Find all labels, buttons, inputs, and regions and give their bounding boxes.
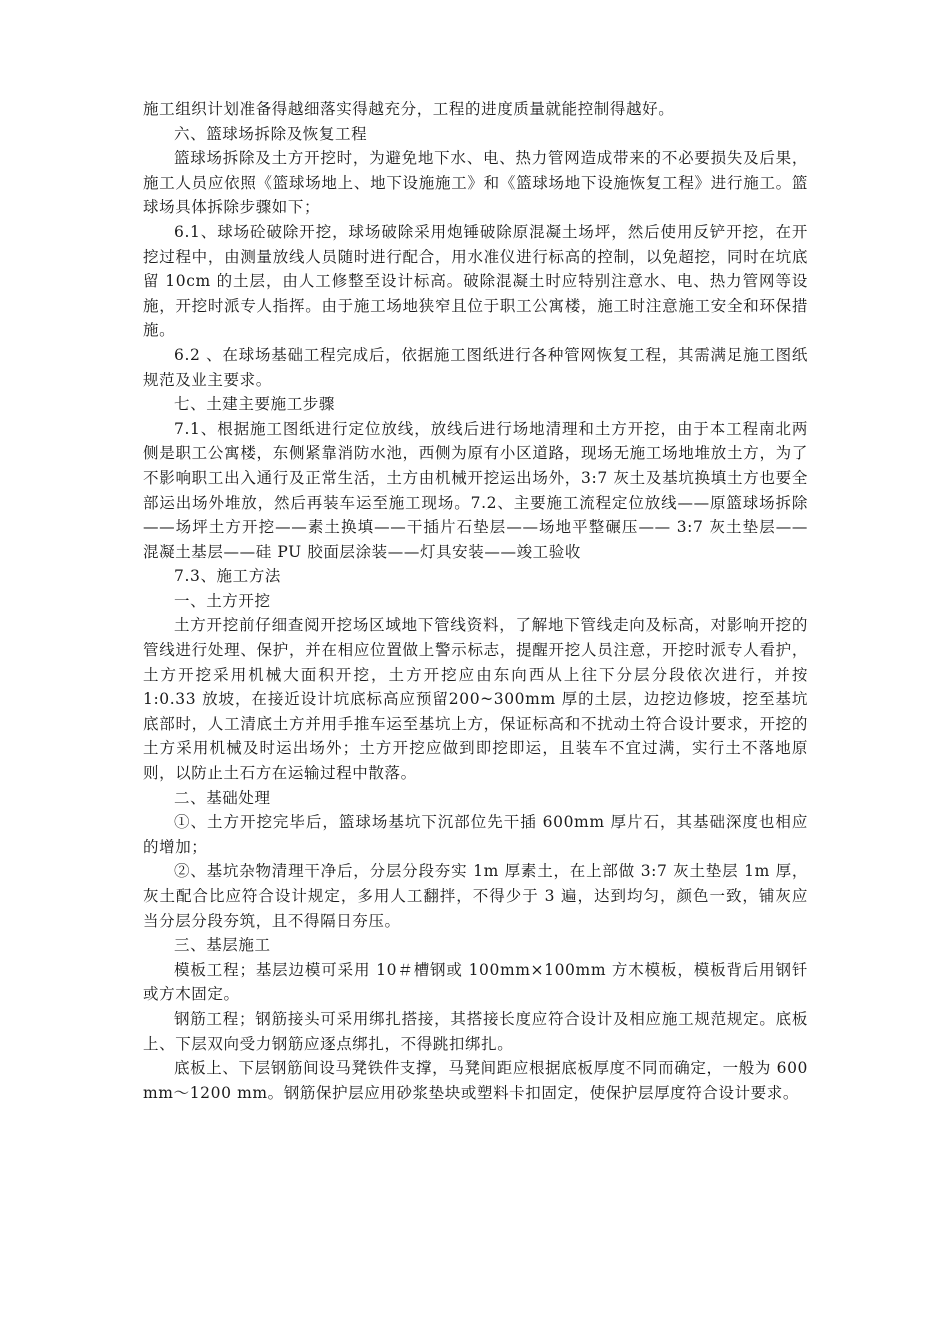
subheading-foundation: 二、基础处理 xyxy=(174,788,271,807)
paragraph-foundation-1: ①、土方开挖完毕后，篮球场基坑下沉部位先干插 600mm 厚片石，其基础深度也相应的增加； xyxy=(143,813,808,856)
document-body xyxy=(143,97,808,1105)
subheading-earthwork: 一、土方开挖 xyxy=(174,591,271,610)
paragraph-6-2: 6.2 、在球场基础工程完成后，依据施工图纸进行各种管网恢复工程，其需满足施工图纸规范及业主要求。 xyxy=(143,345,808,389)
section-heading-6: 六、篮球场拆除及恢复工程 xyxy=(174,124,368,143)
paragraph-earthwork: 土方开挖前仔细查阅开挖场区域地下管线资料，了解地下管线走向及标高，对影响开挖的管线进行处理、保护，并在相应位置做上警示标志，提醒开挖人员注意，开挖时派专人看护，土方开挖采用机械大面积开挖，土方开挖应由东向西从上往下分层分段依次进行，并按 1:0.33 放坡，在接近设计坑底标高应预留200~300mm 厚的土层，边挖边修坡，挖至基坑底部时，人工清底土方并用手推车运至基坑上方，保证标高和不扰动土符合设计要求，开挖的土方采用机械及时运出场外；土方开挖应做到即挖即运，且装车不宜过满，实行土不落地原则，以防止土石方在运输过程中散落。 xyxy=(143,616,808,783)
paragraph-7-1: 7.1、根据施工图纸进行定位放线，放线后进行场地清理和土方开挖，由于本工程南北两侧是职工公寓楼，东侧紧靠消防水池，西侧为原有小区道路，现场无施工场地堆放土方，为了不影响职工出入通行及正常生活，土方由机械开挖运出场外，3:7 灰土及基坑换填土方也要全部运出场外堆放，然后再装车运至施工现场。7.2、主要施工流程定位放线——原篮球场拆除——场坪土方开挖——素土换填——干插片石垫层——场地平整碾压—— 3:7 灰土垫层——混凝土基层——硅 PU 胶面层涂装——灯具安装——竣工验收 xyxy=(143,419,808,561)
paragraph-demolition-overview: 篮球场拆除及土方开挖时，为避免地下水、电、热力管网造成带来的不必要损失及后果，施工人员应依照《篮球场地上、地下设施施工》和《篮球场地下设施恢复工程》进行施工。篮球场具体拆除步骤如下； xyxy=(143,149,808,217)
paragraph-rebar-support: 底板上、下层钢筋间设马凳铁件支撑，马凳间距应根据底板厚度不同而确定，一般为 600 mm～1200 mm。钢筋保护层应用砂浆垫块或塑料卡扣固定，使保护层厚度符合设计要求。 xyxy=(143,1059,808,1102)
paragraph-formwork: 模板工程；基层边模可采用 10＃槽钢或 100mm×100mm 方木模板，模板背后用钢钎或方木固定。 xyxy=(143,960,808,1004)
subheading-7-3: 7.3、施工方法 xyxy=(174,567,281,586)
paragraph-foundation-2: ②、基坑杂物清理干净后，分层分段夯实 1m 厚素土，在上部做 3:7 灰土垫层 1m 厚，灰土配合比应符合设计规定，多用人工翻拌，不得少于 3 遍，达到均匀，颜色一致，铺灰应当分层分段夯筑，且不得隔日夯压。 xyxy=(143,862,808,930)
paragraph-rebar: 钢筋工程；钢筋接头可采用绑扎搭接，其搭接长度应符合设计及相应施工规范规定。底板上、下层双向受力钢筋应逐点绑扎，不得跳扣绑扎。 xyxy=(143,1009,808,1053)
paragraph-intro-continuation: 施工组织计划准备得越细落实得越充分，工程的进度质量就能控制得越好。 xyxy=(143,100,675,118)
paragraph-6-1: 6.1、球场砼破除开挖，球场破除采用炮锤破除原混凝土场坪，然后使用反铲开挖，在开挖过程中，由测量放线人员随时进行配合，用水准仪进行标高的控制，以免超挖，同时在坑底留 10cm 的土层，由人工修整至设计标高。破除混凝土时应特别注意水、电、热力管网等设施，开挖时派专人指挥。由于施工场地狭窄且位于职工公寓楼，施工时注意施工安全和环保措施。 xyxy=(143,222,808,340)
subheading-base-course: 三、基层施工 xyxy=(174,936,271,955)
section-heading-7: 七、土建主要施工步骤 xyxy=(174,395,336,414)
